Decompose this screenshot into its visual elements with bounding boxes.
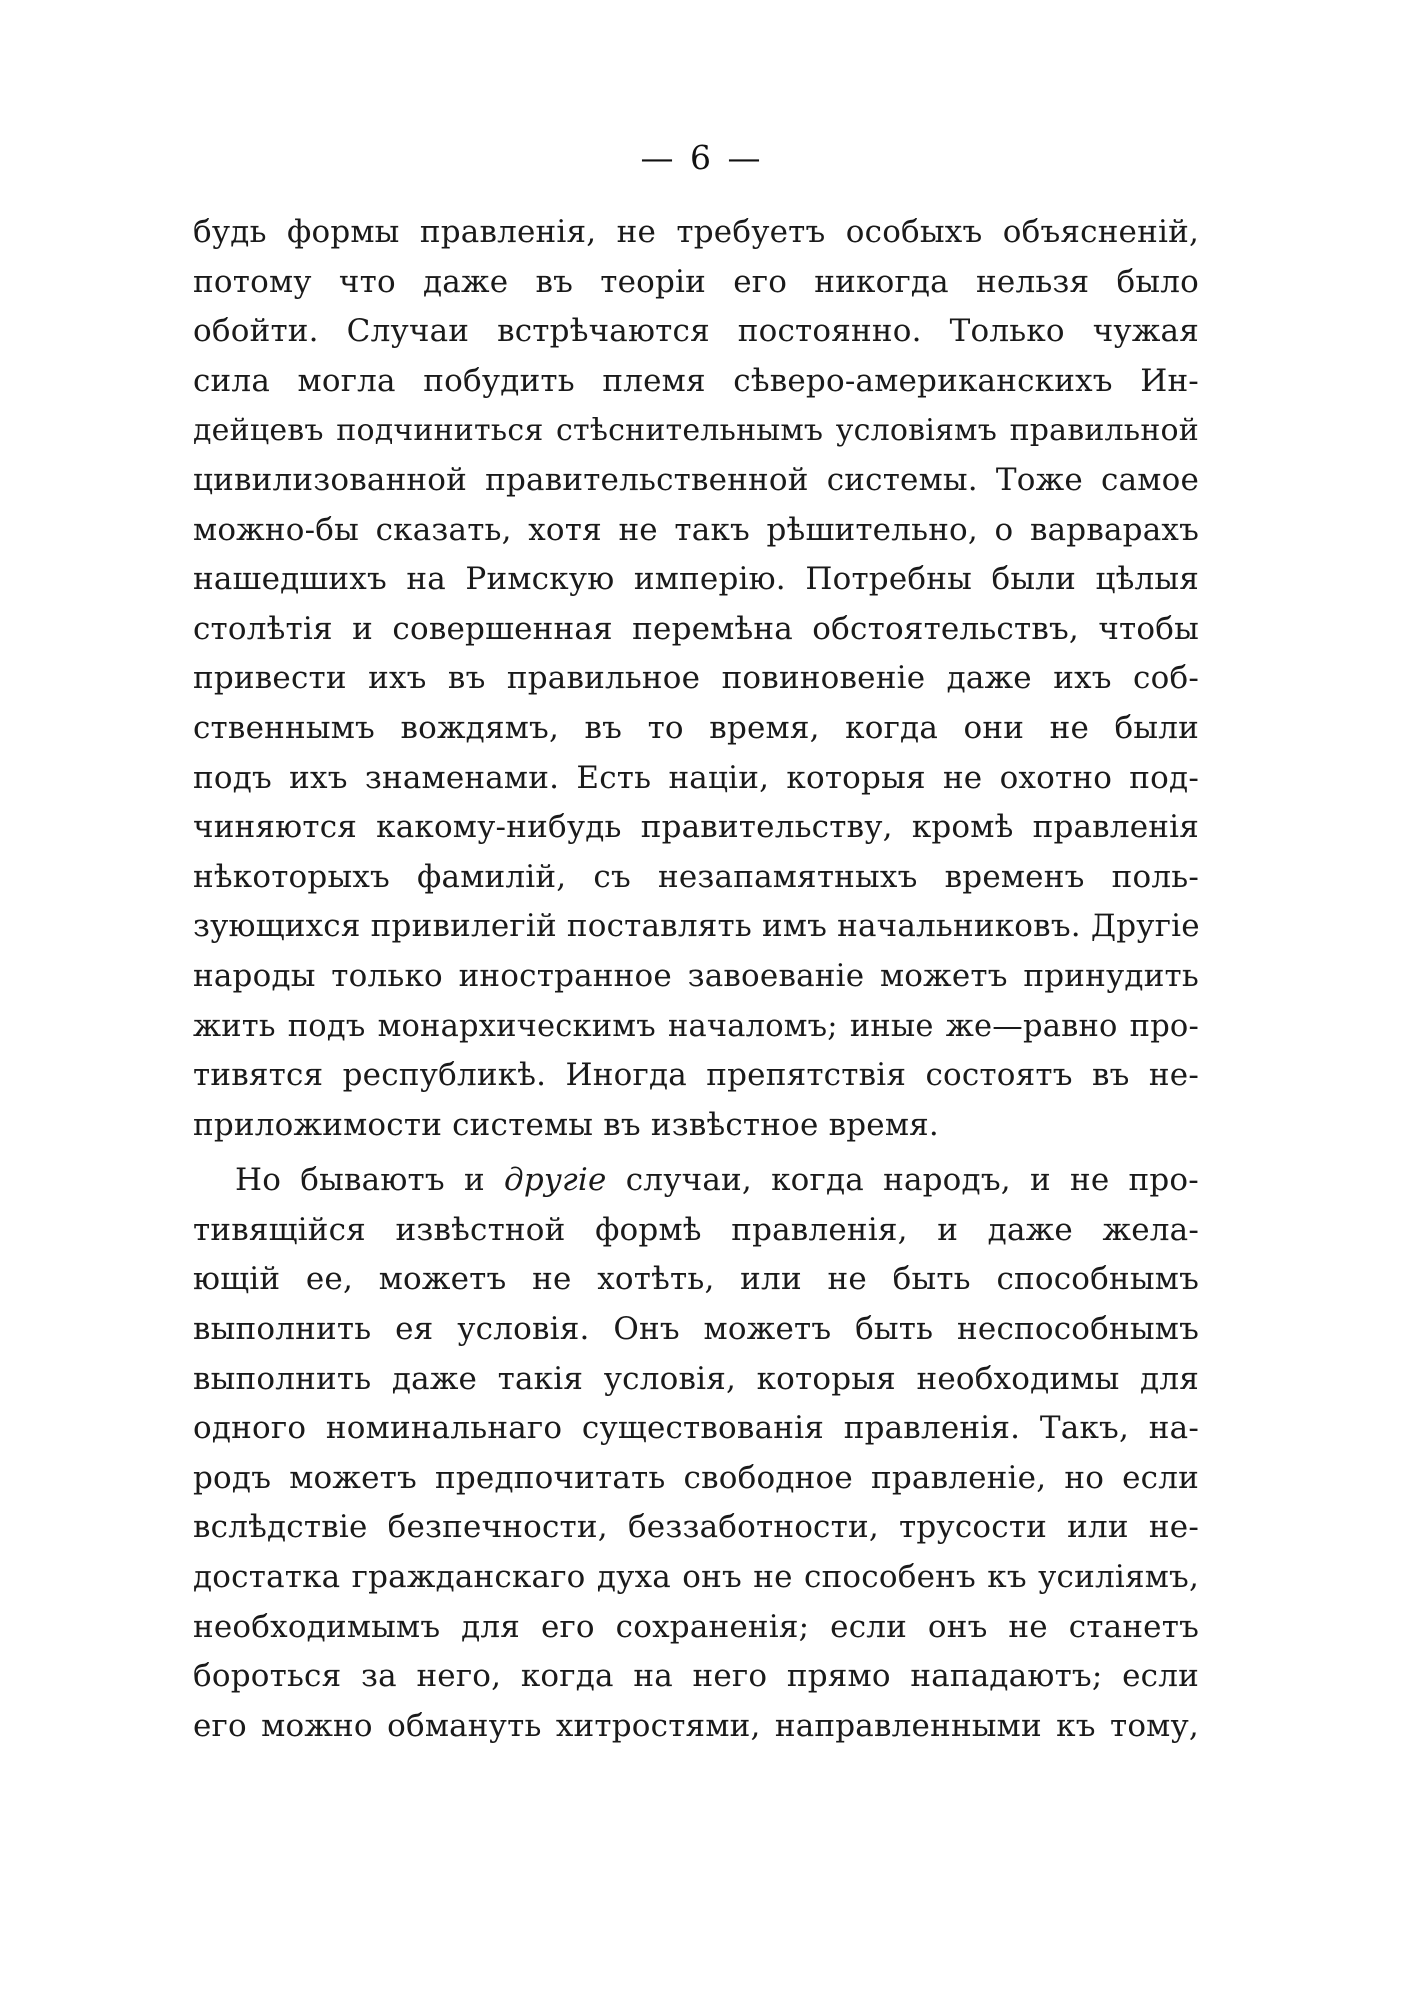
text-line: выполнить даже такія условія, которыя необходимы для [193,1360,1199,1397]
text-line: тивящійся извѣстной формѣ правленія, и даже жела- [193,1211,1199,1248]
paragraph-1 [193,208,1199,1150]
text-line: обойти. Случаи встрѣчаются постоянно. Только чужая [193,313,1199,350]
body-text [193,208,1199,1751]
text-line: жить подъ монархическимъ началомъ; иные же—равно про- [193,1008,1199,1044]
text-line: зующихся привилегій поставлять имъ начальниковъ. Другіе [193,908,1200,945]
text-span: случаи, когда народъ, и не про- [625,1162,1199,1199]
text-line: родъ можетъ предпочитать свободное правленіе, но если [193,1459,1199,1496]
text-line: цивилизованной правительственной системы. Тоже самое [193,461,1199,498]
text-line: столѣтія и совершенная перемѣна обстоятельствъ, чтобы [193,610,1199,647]
text-line: ственнымъ вождямъ, въ то время, когда они не были [193,709,1199,746]
text-line: тивятся республикѣ. Иногда препятствія состоятъ въ не- [193,1057,1199,1094]
text-line: вслѣдствіе безпечности, беззаботности, трусости или не- [193,1509,1199,1546]
text-line: можно-бы сказать, хотя не такъ рѣшительно, о варварахъ [193,511,1199,548]
text-line: дейцевъ подчиниться стѣснительнымъ условіямъ правильной [193,413,1199,449]
italic-emphasis: другіе [503,1162,607,1199]
text-line-first [193,1156,1199,1206]
text-line: приложимости системы въ извѣстное время. [193,1106,939,1143]
text-line: выполнить ея условія. Онъ можетъ быть неспособнымъ [193,1311,1199,1348]
text-span: Но бываютъ и [235,1162,485,1199]
paragraph-2 [193,1156,1199,1751]
text-line: ющій ее, можетъ не хотѣть, или не быть способнымъ [193,1261,1199,1298]
text-line: его можно обмануть хитростями, направленными къ тому, [193,1707,1199,1744]
text-line: нѣкоторыхъ фамилій, съ незапамятныхъ временъ поль- [193,858,1199,895]
text-line: чиняются какому-нибудь правительству, кромѣ правленія [193,809,1199,846]
page-number: — 6 — [640,138,764,177]
text-line: одного номинальнаго существованія правленія. Такъ, на- [193,1410,1199,1447]
text-line: народы только иностранное завоеваніе можетъ принудить [193,957,1199,994]
text-line: достатка гражданскаго духа онъ не способенъ къ усиліямъ, [193,1559,1199,1596]
text-line: подъ ихъ знаменами. Есть націи, которыя не охотно под- [193,759,1199,796]
text-line: сила могла побудить племя сѣверо-американскихъ Ин- [193,362,1199,399]
text-line: нашедшихъ на Римскую имперію. Потребны были цѣлыя [193,561,1199,598]
text-line: будь формы правленія, не требуетъ особыхъ объясненій, [193,214,1199,250]
text-line: необходимымъ для его сохраненія; если онъ не станетъ [193,1608,1199,1645]
text-line: потому что даже въ теоріи его никогда нельзя было [193,263,1199,300]
text-line: привести ихъ въ правильное повиновеніе даже ихъ соб- [193,660,1199,697]
text-line: бороться за него, когда на него прямо нападаютъ; если [193,1658,1199,1695]
